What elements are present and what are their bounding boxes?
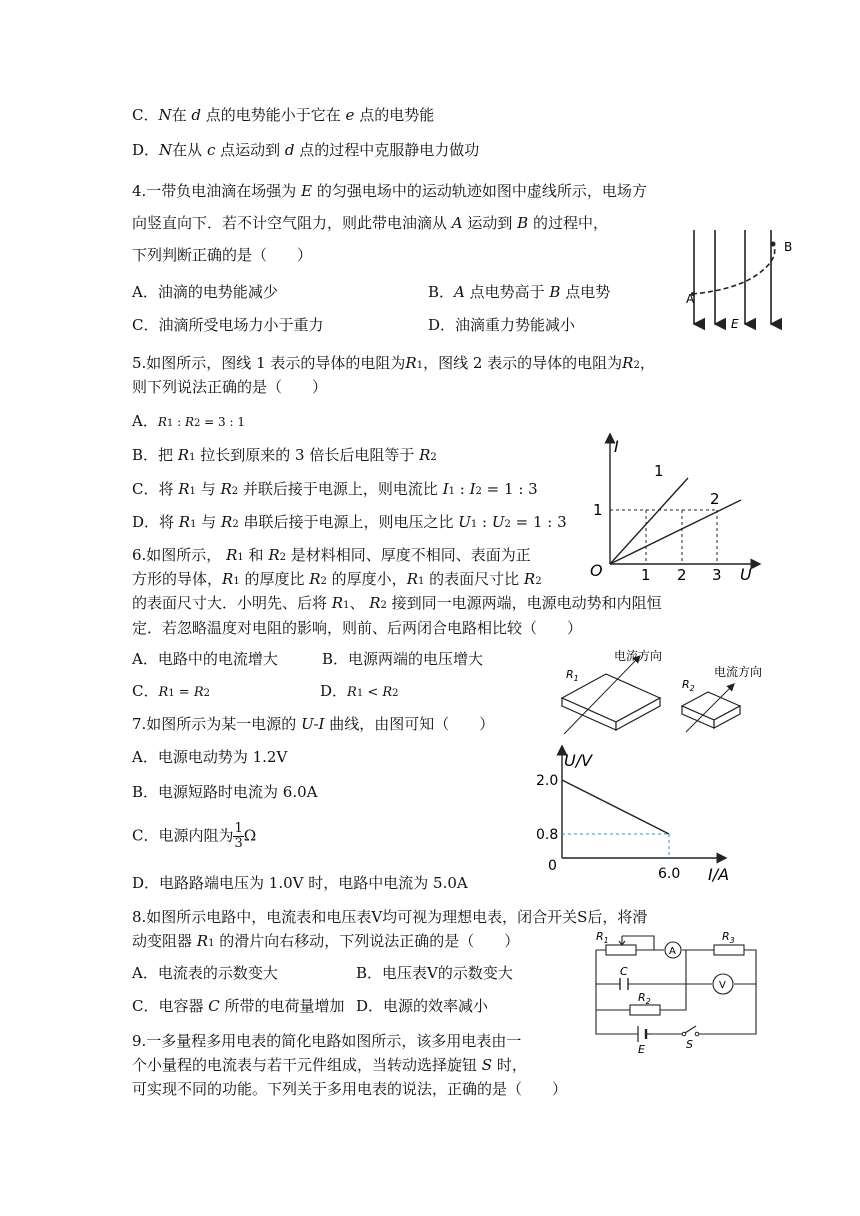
q5-option-c: C．将 R1 与 R2 并联后接于电源上，则电流比 I1 : I2 = 1 : 3	[132, 480, 538, 498]
q7-option-c: C．电源内阻为 $\frac{1}{3}$ Ω	[132, 821, 257, 851]
q3-option-c: C．N在 d 点的电势能小于它在 e 点的电势能	[132, 106, 435, 124]
voltmeter-label: V	[719, 980, 726, 991]
s-label: S	[686, 1038, 693, 1051]
c-label: C	[620, 965, 628, 978]
label-e: E	[731, 317, 739, 331]
q4-option-b: B．A 点电势高于 B 点电势	[428, 283, 611, 301]
q5-option-d: D．将 R1 与 R2 串联后接于电源上，则电压之比 U1 : U2 = 1 : 3	[132, 513, 567, 531]
line-1	[610, 478, 688, 564]
line-1-label: 1	[654, 462, 664, 480]
q4-field-figure	[676, 224, 806, 336]
q7-stem: 7.如图所示为某一电源的 U-I 曲线，由图可知（ ）	[132, 715, 495, 733]
label-a: A	[686, 292, 695, 306]
resistor-r2	[630, 1005, 660, 1015]
r1-label: $R_1$	[596, 930, 609, 945]
r2-label: $R_2$	[638, 991, 651, 1006]
r3-label: $R_3$	[722, 930, 735, 945]
q8-option-c: C．电容器 C 所带的电荷量增加	[132, 997, 345, 1015]
ui-line	[562, 780, 669, 834]
q8-option-d: D．电源的效率减小	[356, 997, 489, 1015]
q5-option-a: A．R1 : R2 = 3 : 1	[132, 412, 245, 430]
q6-stem-line3: 的表面尺寸大．小明先、后将 R1、 R2 接到同一电源两端，电源电动势和内阻恒	[132, 594, 662, 612]
x-axis-label: I/A	[708, 865, 730, 884]
flow-label-1: 电流方向	[614, 649, 663, 663]
q8-circuit-figure	[584, 924, 764, 1054]
ammeter-label: A	[669, 946, 676, 957]
q6-option-b: B．电源两端的电压增大	[322, 650, 484, 668]
y-tick-mid: 0.8	[536, 827, 559, 843]
resistor-r1	[606, 945, 636, 955]
q9-stem-line1: 9.一多量程多用电表的简化电路如图所示，该多用电表由一	[132, 1032, 522, 1050]
q4-stem-line1: 4.一带负电油滴在场强为 E 的匀强电场中的运动轨迹如图中虚线所示，电场方	[132, 182, 647, 200]
fraction-one-third: $\frac{1}{3}$	[234, 821, 243, 851]
e-label: E	[638, 1043, 645, 1054]
y-axis-label: U/V	[564, 751, 593, 770]
q4-stem-line3: 下列判断正确的是（ ）	[132, 246, 313, 264]
q7-option-d: D．电路路端电压为 1.0V 时，电路中电流为 5.0A	[132, 874, 468, 892]
y-axis-label: I	[614, 437, 619, 456]
q5-iu-graph	[586, 432, 766, 584]
q9-stem-line3: 可实现不同的功能。下列关于多用电表的说法，正确的是（ ）	[132, 1080, 568, 1098]
q6-stem-line2: 方形的导体，R1 的厚度比 R2 的厚度小，R1 的表面尺寸比 R2	[132, 570, 542, 588]
y-tick-top: 2.0	[536, 773, 559, 789]
q9-stem-line2: 个小量程的电流表与若干元件组成，当转动选择旋钮 S 时，	[132, 1056, 527, 1074]
y-tick-1: 1	[593, 501, 603, 519]
flow-label-2: 电流方向	[714, 665, 763, 679]
switch-contact-2	[695, 1032, 699, 1036]
resistor-r3	[714, 945, 744, 955]
q6-option-a: A．电路中的电流增大	[132, 650, 278, 668]
r2-label: $R_2$	[682, 678, 695, 693]
q6-stem-line1: 6.如图所示， R1 和 R2 是材料相同、厚度不相同、表面为正	[132, 546, 531, 564]
switch-blade	[685, 1026, 696, 1033]
q8-stem-line1: 8.如图所示电路中，电流表和电压表V均可视为理想电表，闭合开关S后，将滑	[132, 908, 648, 926]
q7-option-b: B．电源短路时电流为 6.0A	[132, 783, 318, 801]
q6-option-c: C．R1 = R2	[132, 682, 210, 700]
q8-stem-line2: 动变阻器 R1 的滑片向右移动，下列说法正确的是（ ）	[132, 932, 520, 950]
q4-option-d: D．油滴重力势能减小	[428, 316, 576, 334]
q5-option-b: B．把 R1 拉长到原来的 3 倍长后电阻等于 R2	[132, 446, 437, 464]
q6-stem-line4: 定．若忽略温度对电阻的影响，则前、后两闭合电路相比较（ ）	[132, 619, 583, 637]
q5-stem-line1: 5.如图所示，图线 1 表示的导体的电阻为R1，图线 2 表示的导体的电阻为R2，	[132, 354, 655, 372]
trajectory-dashed	[692, 244, 775, 294]
point-b-dot	[771, 242, 776, 247]
q3-option-d: D．N在从 c 点运动到 d 点的过程中克服静电力做功	[132, 141, 480, 159]
q8-option-a: A．电流表的示数变大	[132, 964, 278, 982]
x-tick-3: 3	[712, 566, 722, 584]
q8-option-b: B．电压表V的示数变大	[356, 964, 513, 982]
q4-stem-line2: 向竖直向下．若不计空气阻力，则此带电油滴从 A 运动到 B 的过程中，	[132, 214, 608, 232]
conductor-r2	[682, 692, 740, 728]
x-axis-label: U	[740, 565, 752, 584]
r1-label: $R_1$	[566, 668, 579, 683]
q6-option-d: D．R1 < R2	[320, 682, 399, 700]
slider-arrow	[619, 936, 625, 945]
q5-stem-line2: 则下列说法正确的是（ ）	[132, 378, 328, 396]
q4-option-a: A．油滴的电势能减少	[132, 283, 278, 301]
origin-label: O	[590, 561, 603, 580]
line-2-label: 2	[710, 490, 720, 508]
q6-conductor-figure	[556, 644, 784, 740]
q7-option-a: A．电源电动势为 1.2V	[132, 748, 288, 766]
label-b: B	[784, 240, 793, 254]
x-tick: 6.0	[658, 866, 681, 882]
q4-option-c: C．油滴所受电场力小于重力	[132, 316, 324, 334]
q7-ui-graph	[532, 744, 732, 886]
x-tick-1: 1	[641, 566, 651, 584]
x-tick-2: 2	[677, 566, 687, 584]
origin-label: 0	[548, 858, 557, 874]
